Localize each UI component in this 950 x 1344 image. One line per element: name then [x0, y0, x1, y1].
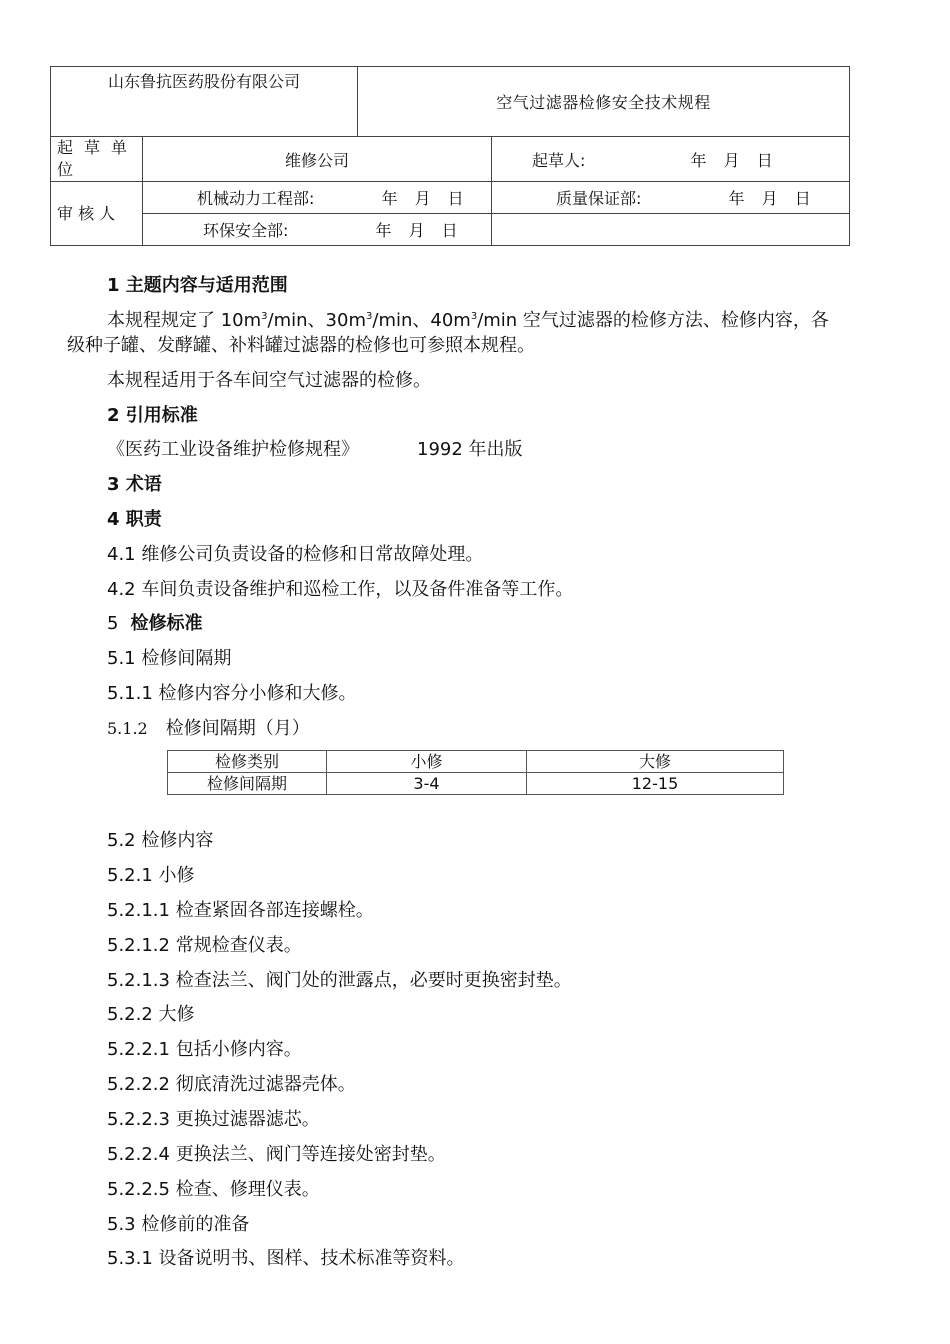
table-header-cell: 大修 — [527, 751, 784, 773]
env-dept-label: 环保安全部: — [203, 221, 289, 240]
mech-dept-cell — [143, 182, 492, 214]
section-1-paragraph-1: 本规程规定了 $10m^3/\min$、$30m^3/\min$、$40m^3/\min$ 空气过滤器的检修方法、检修内容，各 — [107, 310, 829, 331]
section-3-title: 3 术语 — [107, 474, 162, 495]
section-5-2-2-3: 5.2.2.3 更换过滤器滤芯。 — [107, 1109, 320, 1130]
table-header-row — [168, 751, 784, 773]
section-5-1: 5.1 检修间隔期 — [107, 648, 232, 669]
review-label: 审 核 人 — [51, 182, 143, 246]
section-5-2-1-3: 5.2.1.3 检查法兰、阀门处的泄露点，必要时更换密封垫。 — [107, 970, 572, 991]
section-4-1: 4.1 维修公司负责设备的检修和日常故障处理。 — [107, 544, 484, 565]
section-5-3-1: 5.3.1 设备说明书、图样、技术标准等资料。 — [107, 1248, 465, 1269]
quality-dept-label: 质量保证部: — [556, 189, 642, 208]
section-1-title: 1 主题内容与适用范围 — [107, 275, 288, 296]
maintenance-interval-table — [167, 750, 784, 795]
drafter-cell — [492, 137, 850, 182]
env-dept-date: 年 月 日 — [375, 221, 458, 240]
section-5-1-1: 5.1.1 检修内容分小修和大修。 — [107, 683, 357, 704]
section-1-paragraph-1-line-2: 级种子罐、发酵罐、补料罐过滤器的检修也可参照本规程。 — [67, 335, 535, 356]
section-4-title: 4 职责 — [107, 509, 162, 530]
draft-unit-label: 起 草 单位 — [51, 137, 143, 182]
table-header-cell: 检修类别 — [168, 751, 327, 773]
reference-standard: 《医药工业设备维护检修规程》 1992 年出版 — [107, 439, 523, 460]
drafter-date: 年 月 日 — [690, 150, 773, 170]
drafter-label: 起草人: — [532, 150, 586, 170]
section-2-title: 2 引用标准 — [107, 405, 198, 426]
draft-unit-value: 维修公司 — [143, 137, 492, 182]
section-5-title: 5 检修标准 — [107, 613, 203, 634]
section-5-2-1: 5.2.1 小修 — [107, 865, 195, 886]
table-row — [168, 773, 784, 795]
section-5-2-2-1: 5.2.2.1 包括小修内容。 — [107, 1039, 302, 1060]
mech-dept-date: 年 月 日 — [381, 189, 464, 208]
quality-dept-cell — [492, 182, 850, 214]
mech-dept-label: 机械动力工程部: — [197, 189, 315, 208]
section-5-2-2: 5.2.2 大修 — [107, 1004, 195, 1025]
table-cell: 3-4 — [327, 773, 527, 795]
section-5-2-1-2: 5.2.1.2 常规检查仪表。 — [107, 935, 302, 956]
section-5-2-2-4: 5.2.2.4 更换法兰、阀门等连接处密封垫。 — [107, 1144, 446, 1165]
env-dept-cell — [143, 214, 492, 246]
section-1-paragraph-2: 本规程适用于各车间空气过滤器的检修。 — [107, 370, 431, 391]
section-4-2: 4.2 车间负责设备维护和巡检工作，以及备件准备等工作。 — [107, 579, 574, 600]
company-name: 山东鲁抗医药股份有限公司 — [51, 67, 358, 137]
section-5-2: 5.2 检修内容 — [107, 830, 214, 851]
document-header-table — [50, 66, 850, 246]
quality-dept-date: 年 月 日 — [728, 189, 811, 208]
table-cell: 12-15 — [527, 773, 784, 795]
section-5-2-1-1: 5.2.1.1 检查紧固各部连接螺栓。 — [107, 900, 374, 921]
empty-cell — [492, 214, 850, 246]
section-5-3: 5.3 检修前的准备 — [107, 1214, 250, 1235]
section-5-2-2-5: 5.2.2.5 检查、修理仪表。 — [107, 1179, 320, 1200]
section-5-2-2-2: 5.2.2.2 彻底清洗过滤器壳体。 — [107, 1074, 356, 1095]
section-5-1-2: 5.1.2 检修间隔期（月） — [107, 718, 310, 739]
document-title: 空气过滤器检修安全技术规程 — [358, 67, 850, 137]
table-header-cell: 小修 — [327, 751, 527, 773]
table-cell: 检修间隔期 — [168, 773, 327, 795]
